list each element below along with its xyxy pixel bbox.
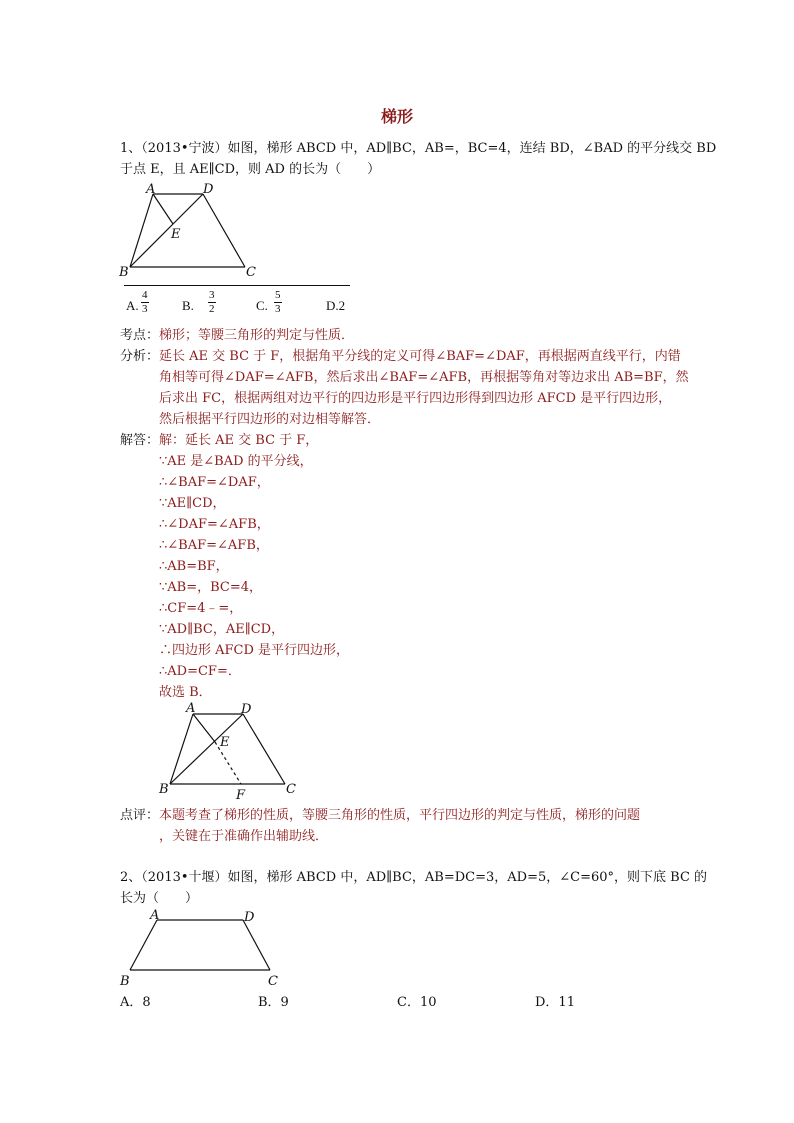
q1-jieda-label: 解答：: [120, 433, 160, 448]
q1-option-a-numerator: 4: [142, 289, 148, 301]
q1-option-c-fraction: [274, 289, 282, 316]
q1-jieda-line: ∴AD=CF=．: [159, 664, 241, 679]
q1-fenxi-line: 后求出 FC，根据两组对边平行的四边形是平行四边形得到四边形 AFCD 是平行四边形，: [159, 391, 672, 406]
fig2-label-f: F: [236, 788, 246, 802]
q1-jieda-line: ∵AD∥BC，AE∥CD，: [159, 622, 285, 637]
q1-option-b-fraction: [208, 289, 216, 316]
fig2-label-a: A: [186, 701, 196, 716]
fig3-edge-ab: [130, 920, 157, 970]
q1-jieda-line: ∴AB=BF，: [159, 559, 229, 574]
fig2-label-d: D: [241, 702, 252, 717]
q2-option-c: C．10: [397, 995, 437, 1010]
q1-fenxi-label: 分析：: [120, 349, 160, 364]
fig1-label-b: B: [119, 265, 129, 280]
fig1-label-c: C: [246, 265, 256, 280]
q1-fenxi-line: 延长 AE 交 BC 于 F，根据角平分线的定义可得∠BAF=∠DAF，再根据两直线平行，内错: [159, 349, 681, 364]
fig2-label-e: E: [220, 735, 230, 750]
q1-dianping-line: ，关键在于准确作出辅助线．: [159, 829, 329, 844]
q1-jieda-line: ∴∠BAF=∠AFB，: [159, 538, 269, 553]
options-divider: [124, 285, 350, 286]
q1-option-a-fraction: [141, 289, 149, 316]
fig2-edge-dc: [243, 714, 285, 784]
q2-stem-line1: 2、（2013•十堰）如图，梯形 ABCD 中，AD∥BC，AB=DC=3，AD=5，∠C=60°，则下底 BC 的: [120, 870, 708, 885]
q2-option-d: D．11: [535, 995, 575, 1010]
fig2-label-b: B: [159, 782, 169, 797]
q2-option-b: B．9: [258, 995, 289, 1010]
q1-jieda-line: ∴∠BAF=∠DAF，: [159, 475, 270, 490]
q2-stem-line2: 长为（ ）: [120, 891, 199, 906]
q1-fenxi-line: 然后根据平行四边形的对边相等解答．: [159, 412, 381, 427]
q1-dianping-line: 本题考查了梯形的性质，等腰三角形的性质，平行四边形的判定与性质，梯形的问题: [159, 808, 641, 823]
q1-option-d: D.2: [326, 298, 346, 313]
q1-option-b-numerator: 3: [209, 289, 215, 301]
q1-dianping-label: 点评：: [120, 808, 160, 823]
q1-trapezoid-figure: [115, 182, 275, 282]
q1-option-b-denominator: 2: [209, 303, 215, 315]
q1-jieda-line: 故选 B．: [159, 685, 212, 700]
q1-option-a-label: A.: [126, 298, 139, 313]
fig2-label-c: C: [286, 782, 296, 797]
fig2-segment-ae: [193, 714, 215, 742]
fig3-edge-dc: [243, 920, 270, 970]
fig1-label-d: D: [203, 182, 214, 197]
q1-kaodian-text: 梯形；等腰三角形的判定与性质．: [159, 328, 355, 343]
q1-option-c-denominator: 3: [275, 303, 281, 315]
q1-option-c-label: C.: [256, 298, 268, 313]
q1-jieda-line: ∵AB=，BC=4，: [159, 580, 263, 595]
q1-kaodian-label: 考点：: [120, 328, 160, 343]
q2-trapezoid-figure: [115, 906, 290, 991]
fig3-label-a: A: [150, 908, 160, 923]
q1-option-c-numerator: 5: [275, 289, 281, 301]
q1-stem-line2: 于点 E，且 AE∥CD，则 AD 的长为（ ）: [120, 162, 381, 177]
q1-jieda-line: ∴四边形 AFCD 是平行四边形，: [159, 643, 350, 658]
fig1-edge-dc: [203, 194, 245, 267]
q1-option-a-denominator: 3: [142, 303, 148, 315]
fig3-label-d: D: [244, 910, 255, 925]
fig1-label-a: A: [146, 182, 156, 197]
q1-jieda-line: ∵AE∥CD，: [159, 496, 226, 511]
fig1-label-e: E: [171, 227, 181, 242]
q1-stem-line1: 1、（2013•宁波）如图，梯形 ABCD 中，AD∥BC，AB=，BC=4，连结 BD，∠BAD 的平分线交 BD: [120, 141, 717, 156]
fig3-label-b: B: [120, 974, 130, 989]
fig3-label-c: C: [268, 974, 278, 989]
page-title: 梯形: [380, 107, 413, 126]
q1-jieda-line: 解：延长 AE 交 BC 于 F，: [159, 433, 319, 448]
q1-jieda-line: ∴CF=4﹣=，: [159, 601, 243, 616]
q1-fenxi-line: 角相等可得∠DAF=∠AFB，然后求出∠BAF=∠AFB，再根据等角对等边求出 AB=BF，然: [159, 370, 689, 385]
q1-jieda-line: ∵AE 是∠BAD 的平分线，: [159, 454, 313, 469]
q1-solution-figure: [155, 700, 305, 802]
fig1-segment-ae: [153, 194, 173, 224]
q1-option-b-label: B.: [182, 298, 194, 313]
q2-option-a: A．8: [120, 995, 151, 1010]
q1-jieda-line: ∴∠DAF=∠AFB，: [159, 517, 270, 532]
